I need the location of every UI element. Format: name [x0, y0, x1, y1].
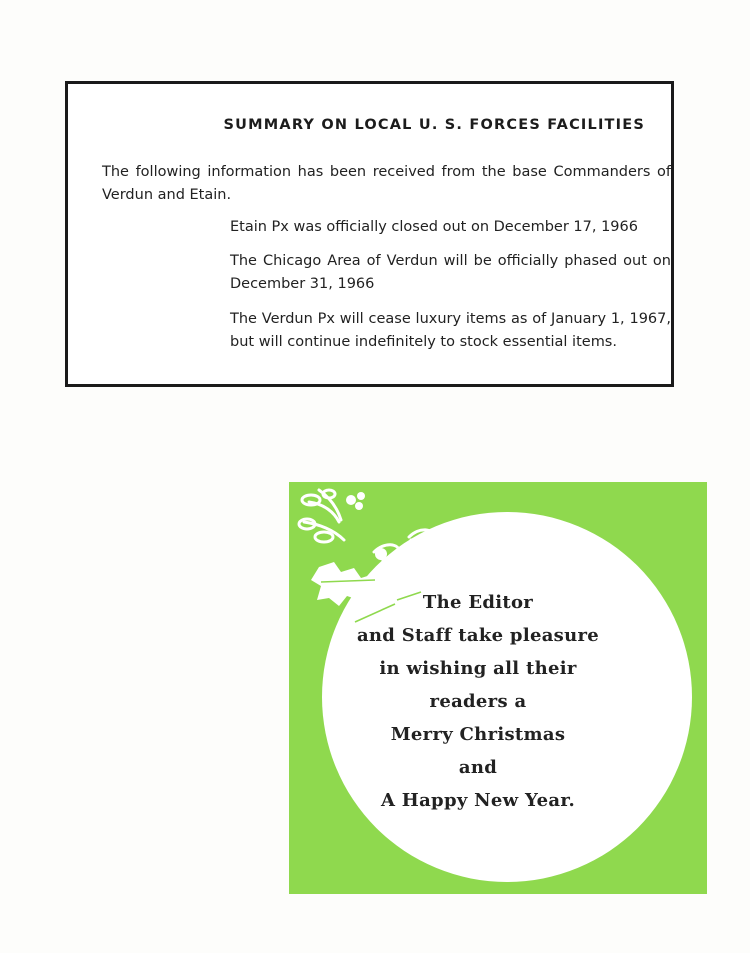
- greeting-line-3: in wishing all their: [379, 658, 577, 679]
- facilities-notice-box: [65, 81, 674, 387]
- christmas-greeting-card: [289, 482, 707, 894]
- notice-item-etain: Etain Px was officially closed out on December 17, 1966: [230, 219, 638, 235]
- greeting-line-7: A Happy New Year.: [380, 790, 576, 811]
- greeting-line-6: and: [458, 757, 498, 778]
- notice-item-chicago-area: The Chicago Area of Verdun will be officially phased out on December 31, 1966: [230, 253, 671, 292]
- notice-item-verdun-px: The Verdun Px will cease luxury items as of January 1, 1967, but will continue indefinitely to stock essential items.: [230, 311, 671, 350]
- greeting-line-5: Merry Christmas: [390, 724, 566, 745]
- notice-intro-paragraph: The following information has been received from the base Commanders of Verdun and Etain.: [102, 164, 671, 203]
- notice-title: SUMMARY ON LOCAL U. S. FORCES FACILITIES: [223, 117, 645, 133]
- greeting-line-1: The Editor: [422, 592, 534, 613]
- greeting-line-4: readers a: [429, 691, 527, 712]
- greeting-line-2: and Staff take pleasure: [356, 625, 600, 646]
